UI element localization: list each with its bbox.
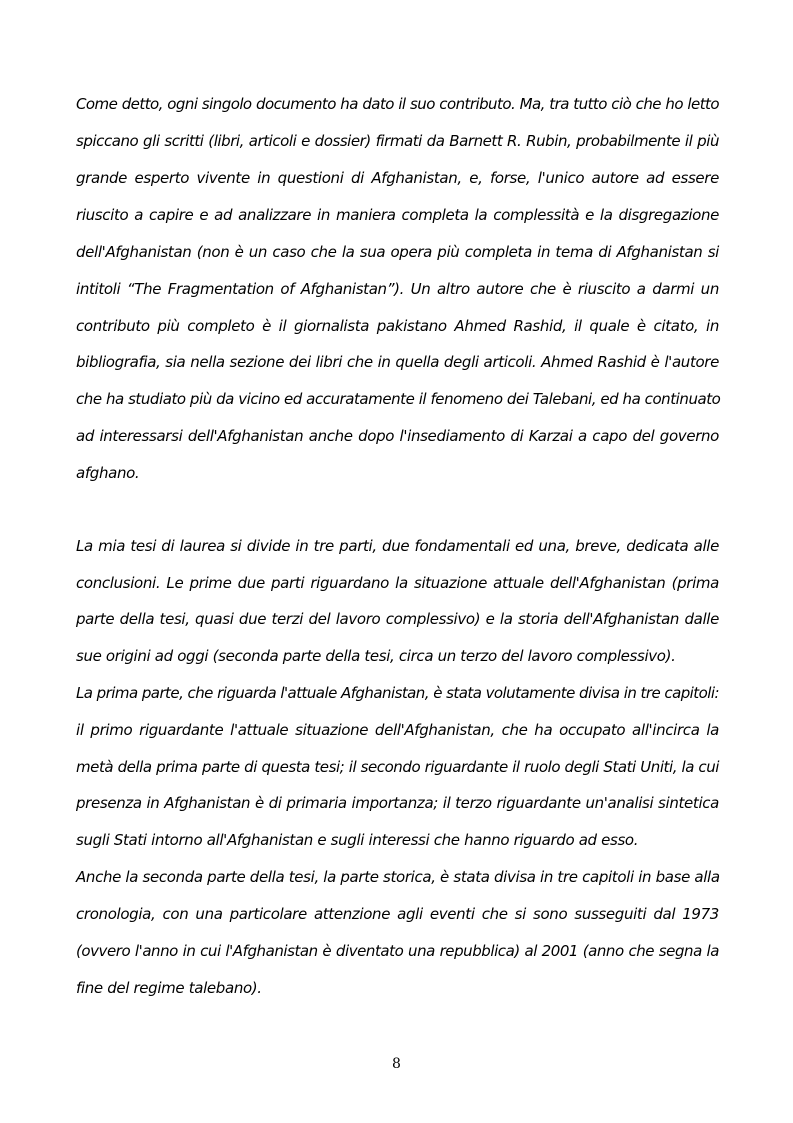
- text-line: Come detto, ogni singolo documento ha dato il suo contributo. Ma, tra tutto ciò che ho letto: [76, 95, 719, 113]
- text-line: intitoli “The Fragmentation of Afghanistan”). Un altro autore che è riuscito a darmi un: [76, 280, 719, 298]
- text-line: sugli Stati intorno all'Afghanistan e sugli interessi che hanno riguardo ad esso.: [76, 831, 639, 849]
- text-line: bibliografia, sia nella sezione dei libri che in quella degli articoli. Ahmed Rashid è l'autore: [76, 353, 719, 371]
- text-line: ad interessarsi dell'Afghanistan anche dopo l'insediamento di Karzai a capo del governo: [76, 427, 719, 445]
- text-line: La prima parte, che riguarda l'attuale Afghanistan, è stata volutamente divisa in tre capitoli:: [76, 684, 719, 702]
- text-line: il primo riguardante l'attuale situazione dell'Afghanistan, che ha occupato all'incirca la: [76, 721, 719, 739]
- text-line: metà della prima parte di questa tesi; il secondo riguardante il ruolo degli Stati Uniti, la cui: [76, 758, 719, 776]
- text-line: (ovvero l'anno in cui l'Afghanistan è diventato una repubblica) al 2001 (anno che segna la: [76, 942, 719, 960]
- text-line: parte della tesi, quasi due terzi del lavoro complessivo) e la storia dell'Afghanistan dalle: [76, 610, 719, 628]
- text-line: dell'Afghanistan (non è un caso che la sua opera più completa in tema di Afghanistan si: [76, 243, 719, 261]
- text-line: contributo più completo è il giornalista pakistano Ahmed Rashid, il quale è citato, in: [76, 317, 719, 335]
- text-line: cronologia, con una particolare attenzione agli eventi che si sono susseguiti dal 1973: [76, 905, 719, 923]
- text-line: riuscito a capire e ad analizzare in maniera completa la complessità e la disgregazione: [76, 206, 719, 224]
- text-line: La mia tesi di laurea si divide in tre parti, due fondamentali ed una, breve, dedicata alle: [76, 537, 719, 555]
- text-line: presenza in Afghanistan è di primaria importanza; il terzo riguardante un'analisi sintetica: [76, 794, 719, 812]
- text-line: spiccano gli scritti (libri, articoli e dossier) firmati da Barnett R. Rubin, probabilmente il più: [76, 132, 719, 150]
- text-line: fine del regime talebano).: [76, 979, 262, 997]
- text-line: afghano.: [76, 464, 140, 482]
- text-line: conclusioni. Le prime due parti riguardano la situazione attuale dell'Afghanistan (prima: [76, 574, 719, 592]
- page-number: 8: [392, 1056, 401, 1072]
- text-line: che ha studiato più da vicino ed accuratamente il fenomeno dei Talebani, ed ha continuato: [76, 390, 721, 408]
- text-line: Anche la seconda parte della tesi, la parte storica, è stata divisa in tre capitoli in base alla: [76, 868, 720, 886]
- text-line: sue origini ad oggi (seconda parte della tesi, circa un terzo del lavoro complessivo).: [76, 647, 676, 665]
- text-line: grande esperto vivente in questioni di Afghanistan, e, forse, l'unico autore ad essere: [76, 169, 719, 187]
